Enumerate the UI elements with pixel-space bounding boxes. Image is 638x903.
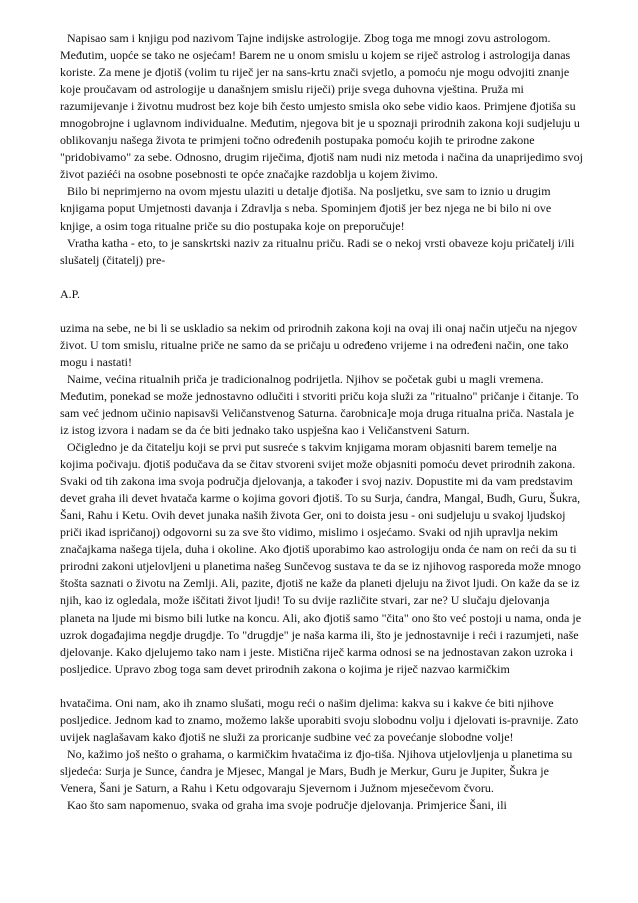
spacer [60,678,584,695]
paragraph: uzima na sebe, ne bi li se uskladio sa nekim od prirodnih zakona koji na ovaj ili onaj način utječu na njegov život. U tom smislu, ritualne priče ne samo da se pričaju u određeno vrijeme i na određeni način, one tako mogu i nastati! [60,320,578,369]
spacer [60,303,584,320]
paragraph: Bilo bi neprimjerno na ovom mjestu ulaziti u detalje đjotiša. Na posljetku, sve sam to iznio u drugim knjigama poput Umjetnosti davanja i Zdravlja s neba. Spominjem đjotiš jer bez njega ne bi bilo ni ove knjige, a osim toga ritualne priče su dio postupaka koje on preporučuje! [60,184,552,233]
paragraph: Naime, većina ritualnih priča je tradicionalnog podrijetla. Njihov se početak gubi u magli vremena. Međutim, ponekad se može jednostavno odlučiti i stvoriti priču koja služi za "ritualno" pričanje i čitanje. To sam već jednom učinio napisavši Veličanstvenog Saturna. čarobnica]e moja druga ritualna priča. Nastala je iz istog izvora i nadam se da će biti jednako tako uspješna kao i Veličanstveni Saturn. [60,371,579,437]
document-page [60,30,584,814]
paragraph: No, kažimo još nešto o grahama, o karmičkim hvatačima iz đjo-tiša. Njihova utjelovljenja u planetima su sljedeća: Surja je Sunce, ćandra je Mjesec, Mangal je Mars, Budh je Merkur, Guru je Jupiter, Šukra je Venera, Šani je Saturn, a Rahu i Ketu odgovaraju Sjevernom i Južnom mjesečevom čvoru. [60,746,573,795]
spacer [60,269,584,286]
paragraph: Vratha katha - eto, to je sanskrtski naziv za ritualnu priču. Radi se o nekoj vrsti obaveze koju pričatelj i/ili slušatelj (čitatelj) pre- [60,235,575,267]
paragraph: Napisao sam i knjigu pod nazivom Tajne indijske astrologije. Zbog toga me mnogi zovu astrologom. Međutim, uopće se tako ne osjećam! Barem ne u onom smislu u kojem se riječ astrolog i astrologija danas koriste. Za mene je đjotiš (volim tu riječ jer na sans-krtu znači svjetlo, a pomoću nje mogu odvojiti znanje koje proučavam od astrologije u današnjem smislu riječi) prije svega duhovna vještina. Pruža mi razumijevanje i životnu mudrost bez koje bih često umjesto smisla oko sebe vidio kaos. Primjene đjotiša su mnogobrojne i uglavnom individualne. Međutim, njegova bit je u spoznaji prirodnih zakona koji sudjeluju u oblikovanju našega života te primjeni točno određenih postupaka pomoću kojih te prirodne zakone "pridobivamo" za sebe. Odnosno, drugim riječima, đjotiš nam nudi niz metoda i načina da unaprijedimo svoj život paziéći na osobne posebnosti te opće značajke razdoblja u kojem živimo. [60,31,584,182]
author-initials: A.P. [60,286,81,301]
paragraph: Kao što sam napomenuo, svaka od graha ima svoje područje djelovanja. Primjerice Šani, ili [67,797,507,812]
paragraph: Očigledno je da čitatelju koji se prvi put susreće s takvim knjigama moram objasniti barem temelje na kojima počivaju. đjotiš podučava da se čitav stvoreni svijet može objasniti pomoću devet prirodnih zakona. Svaki od tih zakona ima svoja područja djelovanja, a također i svoj naziv. Dopustite mi da vam predstavim devet graha ili devet hvatača karme o kojima govori đjotiš. To su Surja, ćandra, Mangal, Budh, Guru, Šukra, Šani, Rahu i Ketu. Ovih devet junaka naših života Ger, oni to doista jesu - oni sudjeluju u svakoj ljudskoj priči ikad ispričanoj) odgovorni su za sve što vidimo, mislimo i osjećamo. Svaki od njih upravlja nekim značajkama našega tijela, duha i okoline. Ako đjotiš uporabimo kao astrologiju onda će nam on reći da su ti prirodni zakoni utjelovljeni u planetima našeg Sunčevog sustava te da se iz njihovog rasporeda može mnogo štošta saznati o životu na Zemlji. Ali, pazite, đjotiš ne kaže da planeti djeluju na život ljudi. On kaže da se iz njih, kao iz ogledala, može iščitati život ljudi! To su dvije različite stvari, zar ne? U slučaju djelovanja planeta na ljude mi bismo bili lutke na koncu. Ali, ako đjotiš samo "čita" ono što već postoji u nama, onda je uzrok događajima negdje drugdje. To "drugdje" je naša karma ili, što je jednostavnije i reći i razumjeti, naše djelovanje. Kako djelujemo tako nam i jeste. Mistična riječ karma odnosi se na jednostavan zakon uzroka i posljedice. Upravo zbog toga sam devet prirodnih zakona o kojima je riječ nazvao karmičkim [60,440,582,676]
paragraph: hvatačima. Oni nam, ako ih znamo slušati, mogu reći o našim djelima: kakva su i kakve će biti njihove posljedice. Jednom kad to znamo, možemo lakše uporabiti svoju slobodnu volju i djelovati is-pravnije. Zato uvijek naglašavam kako đjotiš ne služi za proricanje sudbine već za povećanje slobodne volje! [60,695,579,744]
